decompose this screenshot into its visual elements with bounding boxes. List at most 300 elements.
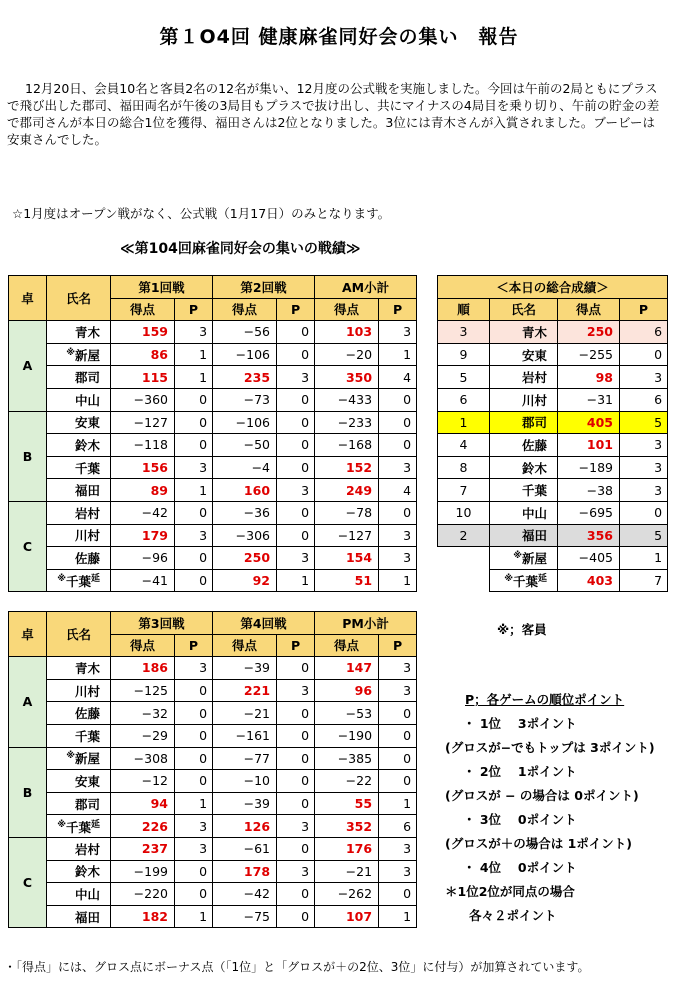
- score-cell: −73: [213, 388, 277, 411]
- game-header: 第3回戦: [111, 612, 213, 635]
- score-cell: −385: [315, 747, 379, 770]
- total-score-cell: 403: [558, 569, 620, 592]
- table-row: [9, 747, 417, 770]
- total-point-cell: 5: [620, 524, 668, 547]
- player-name: 岩村: [74, 505, 100, 521]
- table-group-label: B: [9, 747, 47, 837]
- point-col-header: P: [379, 298, 417, 321]
- point-cell: 0: [175, 724, 213, 747]
- table-row: [9, 724, 417, 747]
- score-cell: 182: [111, 905, 175, 928]
- point-cell: 0: [175, 434, 213, 457]
- point-cell: 3: [175, 456, 213, 479]
- player-name-cell: [47, 321, 111, 344]
- player-name-cell: [47, 770, 111, 793]
- player-name-cell: [47, 883, 111, 906]
- results-heading: ≪第104回麻雀同好会の集いの戦績≫: [120, 241, 361, 257]
- player-name-cell: [490, 321, 558, 344]
- score-cell: −127: [111, 411, 175, 434]
- total-score-cell: −189: [558, 456, 620, 479]
- point-cell: 0: [277, 411, 315, 434]
- player-name-cell: [47, 837, 111, 860]
- overall-row: [438, 411, 668, 434]
- player-name-cell: [47, 747, 111, 770]
- score-cell: 237: [111, 837, 175, 860]
- player-name: 千葉: [65, 819, 91, 835]
- score-cell: −20: [315, 343, 379, 366]
- point-cell: 1: [277, 569, 315, 592]
- player-name: 佐藤: [74, 550, 100, 566]
- game-header: 第1回戦: [111, 276, 213, 299]
- table-row: [9, 883, 417, 906]
- score-cell: −53: [315, 702, 379, 725]
- player-name-cell: [47, 679, 111, 702]
- table-row: [9, 905, 417, 928]
- player-name: 鈴木: [74, 437, 100, 453]
- table-row: [9, 321, 417, 344]
- rank-cell: 3: [438, 321, 490, 344]
- point-col-header: P: [175, 634, 213, 657]
- point-cell: 1: [379, 905, 417, 928]
- legend-line: 各々２ポイント: [469, 908, 557, 923]
- total-score-cell: 250: [558, 321, 620, 344]
- score-cell: −75: [213, 905, 277, 928]
- table-row: [9, 366, 417, 389]
- player-name: 川村: [521, 392, 547, 408]
- player-name-cell: [47, 343, 111, 366]
- player-name-cell: [47, 479, 111, 502]
- total-score-cell: −695: [558, 501, 620, 524]
- point-cell: 0: [277, 501, 315, 524]
- point-cell: 0: [379, 770, 417, 793]
- table-row: [9, 343, 417, 366]
- point-cell: 1: [175, 479, 213, 502]
- overall-row: [438, 434, 668, 457]
- extension-mark: 延: [90, 819, 100, 830]
- player-name-cell: [47, 547, 111, 570]
- score-cell: −39: [213, 657, 277, 680]
- table-group-label: B: [9, 411, 47, 501]
- score-cell: −306: [213, 524, 277, 547]
- name-col-header: 氏名: [47, 276, 111, 321]
- score-cell: −42: [111, 501, 175, 524]
- page-title: 第１O4回 健康麻雀同好会の集い 報告: [159, 26, 519, 48]
- table-group-label: A: [9, 321, 47, 411]
- score-cell: −12: [111, 770, 175, 793]
- extension-mark: 延: [537, 573, 547, 584]
- overall-row: [438, 321, 668, 344]
- point-cell: 0: [175, 679, 213, 702]
- rank-cell: 9: [438, 343, 490, 366]
- point-cell: 0: [175, 388, 213, 411]
- table-row: [9, 860, 417, 883]
- table-row: [9, 501, 417, 524]
- point-cell: 3: [277, 860, 315, 883]
- point-cell: 0: [277, 456, 315, 479]
- table-row: [9, 702, 417, 725]
- player-name-cell: [490, 524, 558, 547]
- table-col-header: 卓: [9, 276, 47, 321]
- legend-line: ・ 1位 3ポイント: [463, 716, 577, 731]
- legend-line: (グロスが − の場合は 0ポイント): [445, 788, 639, 803]
- overall-row: [438, 456, 668, 479]
- point-cell: 3: [175, 524, 213, 547]
- point-col-header: P: [620, 298, 668, 321]
- player-name-cell: [490, 366, 558, 389]
- score-cell: −21: [213, 702, 277, 725]
- total-point-cell: 5: [620, 411, 668, 434]
- legend-line: (グロスが−でもトップは 3ポイント): [445, 740, 655, 755]
- total-score-cell: 98: [558, 366, 620, 389]
- legend-line: ・ 3位 0ポイント: [463, 812, 577, 827]
- table-row: [9, 679, 417, 702]
- table-col-header: 卓: [9, 612, 47, 657]
- overall-results-table: [437, 275, 668, 592]
- player-name: 新屋: [521, 550, 547, 566]
- point-cell: 0: [175, 860, 213, 883]
- game-header: 第4回戦: [213, 612, 315, 635]
- score-cell: 92: [213, 569, 277, 592]
- player-name-cell: [490, 547, 558, 570]
- point-cell: 3: [379, 321, 417, 344]
- score-cell: 103: [315, 321, 379, 344]
- legend-line: ・ 4位 0ポイント: [463, 860, 577, 875]
- point-cell: 3: [379, 547, 417, 570]
- table-row: [9, 411, 417, 434]
- score-cell: −433: [315, 388, 379, 411]
- point-cell: 1: [379, 792, 417, 815]
- legend-title: P；各ゲームの順位ポイント: [465, 692, 625, 707]
- player-name: 青木: [74, 324, 100, 340]
- player-name-cell: [47, 411, 111, 434]
- total-score-cell: 405: [558, 411, 620, 434]
- point-cell: 0: [379, 388, 417, 411]
- player-name-cell: [490, 456, 558, 479]
- score-cell: −56: [213, 321, 277, 344]
- player-name: 中山: [74, 392, 100, 408]
- score-cell: −36: [213, 501, 277, 524]
- score-cell: −168: [315, 434, 379, 457]
- total-point-cell: 1: [620, 547, 668, 570]
- total-point-cell: 3: [620, 434, 668, 457]
- guest-mark: ※: [66, 347, 75, 358]
- rank-cell: 8: [438, 456, 490, 479]
- pm-results-table: [8, 611, 417, 928]
- january-note: ☆1月度はオープン戦がなく、公式戦（1月17日）のみとなります。: [12, 206, 391, 221]
- player-name-cell: [47, 524, 111, 547]
- point-cell: 3: [175, 837, 213, 860]
- point-cell: 1: [379, 343, 417, 366]
- total-point-cell: 3: [620, 366, 668, 389]
- score-cell: −106: [213, 411, 277, 434]
- point-cell: 3: [379, 860, 417, 883]
- score-col-header: 得点: [213, 634, 277, 657]
- player-name: 佐藤: [521, 437, 547, 453]
- player-name-cell: [47, 702, 111, 725]
- player-name-cell: [47, 724, 111, 747]
- point-cell: 0: [175, 770, 213, 793]
- player-name: 川村: [74, 683, 100, 699]
- total-point-cell: 0: [620, 501, 668, 524]
- score-cell: 55: [315, 792, 379, 815]
- score-cell: −220: [111, 883, 175, 906]
- point-cell: 0: [277, 343, 315, 366]
- score-cell: −233: [315, 411, 379, 434]
- player-name: 青木: [74, 660, 100, 676]
- rank-cell: [438, 547, 490, 570]
- player-name: 福田: [74, 909, 100, 925]
- score-cell: 249: [315, 479, 379, 502]
- player-name: 新屋: [74, 347, 100, 363]
- legend-lines: [445, 712, 675, 928]
- point-cell: 3: [277, 479, 315, 502]
- player-name-cell: [47, 434, 111, 457]
- point-cell: 0: [277, 905, 315, 928]
- score-cell: −50: [213, 434, 277, 457]
- player-name: 郡司: [74, 370, 100, 386]
- point-col-header: P: [277, 298, 315, 321]
- point-cell: 0: [379, 411, 417, 434]
- score-cell: 154: [315, 547, 379, 570]
- total-point-cell: 7: [620, 569, 668, 592]
- total-score-cell: −255: [558, 343, 620, 366]
- table-row: [9, 456, 417, 479]
- rank-cell: 6: [438, 388, 490, 411]
- subtotal-header: PM小計: [315, 612, 417, 635]
- overall-row: [438, 547, 668, 570]
- score-cell: 221: [213, 679, 277, 702]
- player-name: 鈴木: [74, 864, 100, 880]
- score-cell: 179: [111, 524, 175, 547]
- overall-row: [438, 501, 668, 524]
- score-cell: 160: [213, 479, 277, 502]
- total-score-cell: 101: [558, 434, 620, 457]
- am-results-table: [8, 275, 417, 592]
- point-cell: 3: [379, 657, 417, 680]
- point-cell: 6: [379, 815, 417, 838]
- score-cell: −125: [111, 679, 175, 702]
- point-cell: 0: [175, 883, 213, 906]
- rank-cell: 4: [438, 434, 490, 457]
- point-cell: 3: [277, 366, 315, 389]
- player-name: 中山: [74, 886, 100, 902]
- score-cell: 96: [315, 679, 379, 702]
- player-name-cell: [47, 366, 111, 389]
- score-cell: 115: [111, 366, 175, 389]
- overall-row: [438, 479, 668, 502]
- point-cell: 0: [277, 321, 315, 344]
- point-cell: 1: [379, 569, 417, 592]
- score-cell: −77: [213, 747, 277, 770]
- point-cell: 4: [379, 479, 417, 502]
- table-group-label: C: [9, 837, 47, 927]
- player-name-cell: [490, 434, 558, 457]
- table-group-label: A: [9, 657, 47, 747]
- overall-row: [438, 388, 668, 411]
- point-cell: 0: [277, 792, 315, 815]
- score-cell: 350: [315, 366, 379, 389]
- score-cell: 152: [315, 456, 379, 479]
- score-cell: −360: [111, 388, 175, 411]
- footer-note: ・「得点」には、グロス点にボーナス点（「1位」と「グロスが＋の2位、3位」に付与）が加算されています。: [4, 960, 590, 974]
- rank-cell: 7: [438, 479, 490, 502]
- table-row: [9, 837, 417, 860]
- point-cell: 0: [277, 747, 315, 770]
- score-cell: −4: [213, 456, 277, 479]
- pm-table-body: [9, 657, 417, 928]
- table-row: [9, 547, 417, 570]
- player-name-cell: [47, 815, 111, 838]
- score-cell: 235: [213, 366, 277, 389]
- point-cell: 3: [379, 456, 417, 479]
- player-name: 佐藤: [74, 706, 100, 722]
- score-col-header: 得点: [315, 298, 379, 321]
- table-group-label: C: [9, 501, 47, 591]
- score-cell: 51: [315, 569, 379, 592]
- score-cell: −21: [315, 860, 379, 883]
- point-cell: 0: [277, 702, 315, 725]
- player-name-cell: [490, 388, 558, 411]
- score-cell: −10: [213, 770, 277, 793]
- score-cell: 176: [315, 837, 379, 860]
- total-score-cell: −405: [558, 547, 620, 570]
- total-score-cell: −31: [558, 388, 620, 411]
- score-cell: −190: [315, 724, 379, 747]
- rank-cell: [438, 569, 490, 592]
- score-col-header: 得点: [111, 298, 175, 321]
- score-cell: −118: [111, 434, 175, 457]
- player-name-cell: [47, 905, 111, 928]
- player-name: 川村: [74, 528, 100, 544]
- score-cell: −96: [111, 547, 175, 570]
- guest-mark: ※: [57, 819, 66, 830]
- point-cell: 1: [175, 905, 213, 928]
- point-cell: 0: [175, 547, 213, 570]
- point-cell: 0: [175, 411, 213, 434]
- point-cell: 0: [379, 883, 417, 906]
- player-name: 安東: [74, 773, 100, 789]
- total-point-cell: 6: [620, 321, 668, 344]
- point-cell: 0: [379, 501, 417, 524]
- point-cell: 1: [175, 366, 213, 389]
- score-cell: 94: [111, 792, 175, 815]
- player-name: 千葉: [74, 460, 100, 476]
- score-cell: −39: [213, 792, 277, 815]
- point-cell: 3: [277, 679, 315, 702]
- score-cell: 159: [111, 321, 175, 344]
- player-name: 鈴木: [521, 460, 547, 476]
- player-name-cell: [490, 569, 558, 592]
- point-cell: 0: [379, 724, 417, 747]
- point-col-header: P: [379, 634, 417, 657]
- table-row: [9, 792, 417, 815]
- guest-note: ※；客員: [497, 622, 547, 637]
- point-cell: 0: [277, 770, 315, 793]
- rank-col-header: 順: [438, 298, 490, 321]
- subtotal-header: AM小計: [315, 276, 417, 299]
- total-point-cell: 0: [620, 343, 668, 366]
- point-cell: 0: [175, 747, 213, 770]
- table-row: [9, 434, 417, 457]
- point-cell: 3: [175, 815, 213, 838]
- score-cell: −308: [111, 747, 175, 770]
- overall-row: [438, 343, 668, 366]
- guest-mark: ※: [504, 573, 513, 584]
- point-cell: 3: [277, 547, 315, 570]
- legend-line: (グロスが＋の場合は 1ポイント): [445, 836, 632, 851]
- point-cell: 4: [379, 366, 417, 389]
- score-cell: 250: [213, 547, 277, 570]
- player-name: 福田: [74, 483, 100, 499]
- score-cell: −32: [111, 702, 175, 725]
- name-col-header: 氏名: [490, 298, 558, 321]
- player-name: 千葉: [521, 483, 547, 499]
- score-cell: 107: [315, 905, 379, 928]
- player-name: 郡司: [521, 415, 547, 431]
- intro-paragraph: 12月20日、会員10名と客員2名の12名が集い、12月度の公式戦を実施しました。今回は午前の2局ともにプラスで飛び出した郡司、福田両名が午後の3局目もプラスで抜け出し、共にマイナスの4局目を乗り切り、午前の貯金の差で郡司さんが本日の総合1位を獲得、福田さんは2位となりました。3位には青木さんが入賞されました。ブービーは安東さんでした。: [7, 81, 660, 147]
- score-cell: −161: [213, 724, 277, 747]
- point-cell: 0: [379, 747, 417, 770]
- score-col-header: 得点: [315, 634, 379, 657]
- total-score-cell: −38: [558, 479, 620, 502]
- score-col-header: 得点: [213, 298, 277, 321]
- rank-cell: 5: [438, 366, 490, 389]
- point-col-header: P: [175, 298, 213, 321]
- score-cell: −199: [111, 860, 175, 883]
- rank-cell: 2: [438, 524, 490, 547]
- point-cell: 3: [379, 837, 417, 860]
- player-name-cell: [490, 501, 558, 524]
- point-cell: 3: [379, 524, 417, 547]
- overall-table-body: [438, 321, 668, 592]
- guest-mark: ※: [513, 550, 522, 561]
- player-name: 千葉: [512, 574, 538, 590]
- points-legend: [445, 688, 675, 928]
- extension-mark: 延: [90, 573, 100, 584]
- score-cell: −61: [213, 837, 277, 860]
- score-cell: 186: [111, 657, 175, 680]
- player-name: 千葉: [65, 574, 91, 590]
- point-cell: 0: [277, 837, 315, 860]
- table-row: [9, 524, 417, 547]
- score-cell: 226: [111, 815, 175, 838]
- point-cell: 1: [175, 792, 213, 815]
- player-name-cell: [47, 657, 111, 680]
- point-cell: 0: [277, 524, 315, 547]
- score-cell: −262: [315, 883, 379, 906]
- point-cell: 3: [175, 321, 213, 344]
- score-cell: −41: [111, 569, 175, 592]
- player-name: 安東: [521, 347, 547, 363]
- total-score-cell: 356: [558, 524, 620, 547]
- table-row: [9, 479, 417, 502]
- player-name-cell: [490, 411, 558, 434]
- point-col-header: P: [277, 634, 315, 657]
- point-cell: 0: [277, 883, 315, 906]
- score-cell: −22: [315, 770, 379, 793]
- score-cell: 156: [111, 456, 175, 479]
- game-header: 第2回戦: [213, 276, 315, 299]
- point-cell: 3: [175, 657, 213, 680]
- table-row: [9, 770, 417, 793]
- legend-line: ・ 2位 1ポイント: [463, 764, 577, 779]
- guest-mark: ※: [66, 751, 75, 762]
- score-cell: −106: [213, 343, 277, 366]
- total-point-cell: 6: [620, 388, 668, 411]
- rank-cell: 1: [438, 411, 490, 434]
- score-cell: 126: [213, 815, 277, 838]
- score-cell: 178: [213, 860, 277, 883]
